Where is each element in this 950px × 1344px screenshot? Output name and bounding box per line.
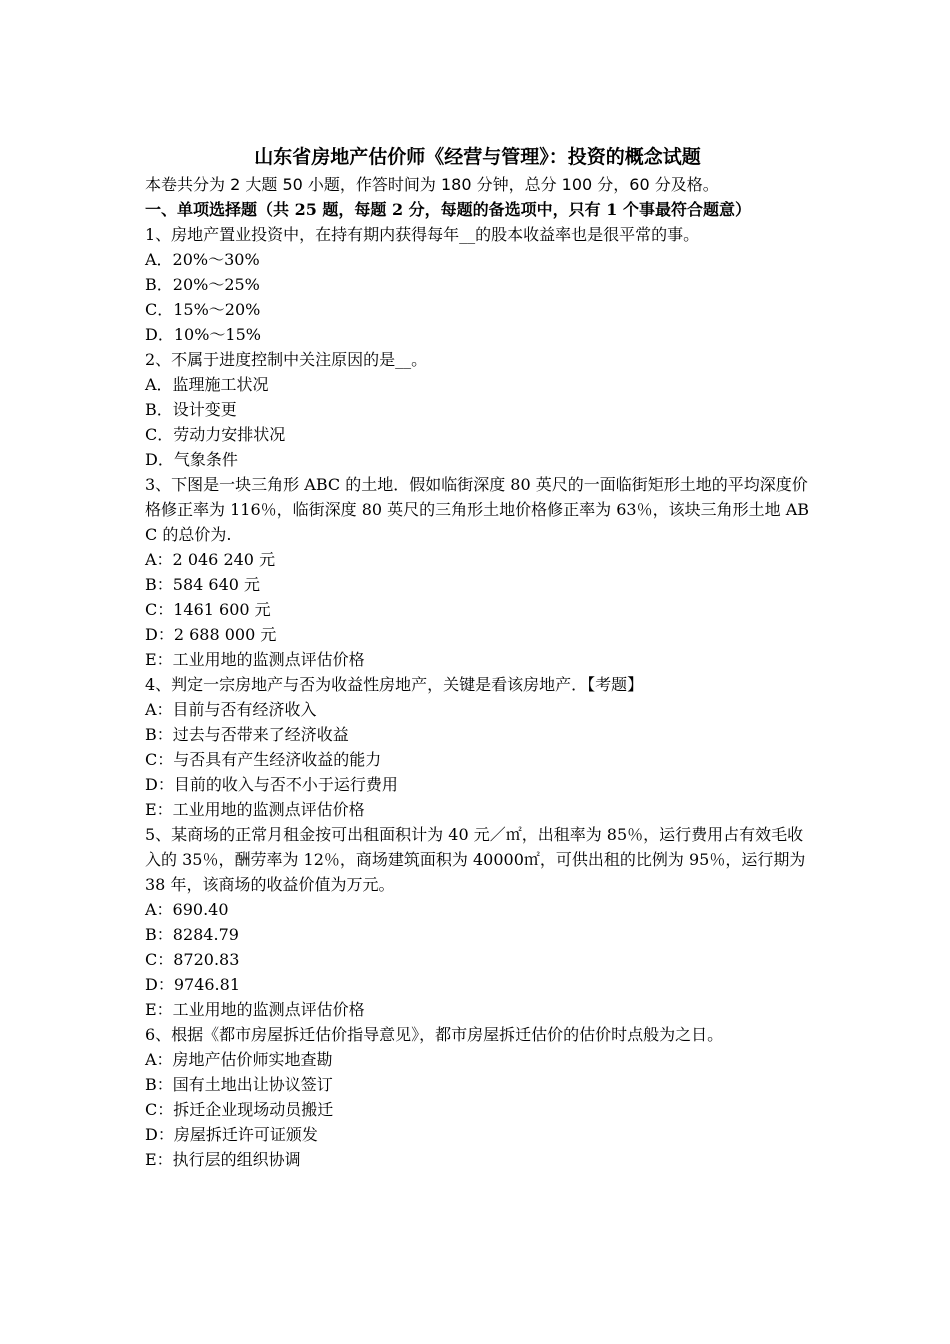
option-c: C：拆迁企业现场动员搬迁	[145, 1100, 334, 1119]
question-stem: 3、下图是一块三角形 ABC 的土地．假如临街深度 80 英尺的一面临街矩形土地的平均深度价格修正率为 116％，临街深度 80 英尺的三角形土地价格修正率为 63％，该块三角形土地 ABC 的总价为.	[145, 475, 810, 544]
option-a: A：目前与否有经济收入	[145, 700, 317, 719]
option-c: C：8720.83	[145, 950, 240, 969]
option-e: E：执行层的组织协调	[145, 1150, 301, 1169]
question-stem: 1、房地产置业投资中，在持有期内获得每年__的股本收益率也是很平常的事。	[145, 225, 700, 244]
option-c: C．15%～20%	[145, 300, 261, 319]
option-e: E：工业用地的监测点评估价格	[145, 1000, 365, 1019]
document-body	[145, 142, 810, 1172]
option-a: A．监理施工状况	[145, 375, 269, 394]
question-4	[145, 672, 810, 822]
option-a: A：房地产估价师实地查勘	[145, 1050, 333, 1069]
document-title: 山东省房地产估价师《经营与管理》：投资的概念试题	[254, 146, 701, 168]
question-stem: 4、判定一宗房地产与否为收益性房地产，关键是看该房地产．【考题】	[145, 675, 644, 694]
option-d: D：9746.81	[145, 975, 240, 994]
question-2	[145, 347, 810, 472]
question-stem: 6、根据《都市房屋拆迁估价指导意见》，都市房屋拆迁估价的估价时点般为之日。	[145, 1025, 724, 1044]
option-c: C：1461 600 元	[145, 600, 271, 619]
question-3	[145, 472, 810, 672]
question-6	[145, 1022, 810, 1172]
question-1	[145, 222, 810, 347]
option-e: E：工业用地的监测点评估价格	[145, 800, 365, 819]
option-c: C：与否具有产生经济收益的能力	[145, 750, 382, 769]
option-a: A：690.40	[145, 900, 229, 919]
question-5	[145, 822, 810, 1022]
question-stem: 5、某商场的正常月租金按可出租面积计为 40 元／㎡，出租率为 85％，运行费用占有效毛收入的 35％，酬劳率为 12％，商场建筑面积为 40000㎡，可供出租的比例为 95％，运行期为 38 年，该商场的收益价值为万元。	[145, 825, 806, 894]
option-b: B．设计变更	[145, 400, 237, 419]
option-d: D．气象条件	[145, 450, 238, 469]
option-b: B：8284.79	[145, 925, 239, 944]
option-d: D．10%～15%	[145, 325, 261, 344]
option-b: B：过去与否带来了经济收益	[145, 725, 349, 744]
option-d: D：2 688 000 元	[145, 625, 277, 644]
exam-intro: 本卷共分为 2 大题 50 小题，作答时间为 180 分钟，总分 100 分，60 分及格。	[145, 175, 719, 194]
section-heading: 一、单项选择题（共 25 题，每题 2 分，每题的备选项中，只有 1 个事最符合题意）	[145, 200, 751, 219]
option-a: A：2 046 240 元	[145, 550, 276, 569]
option-b: B：国有土地出让协议签订	[145, 1075, 333, 1094]
option-b: B．20%～25%	[145, 275, 260, 294]
option-d: D：目前的收入与否不小于运行费用	[145, 775, 398, 794]
question-stem: 2、不属于进度控制中关注原因的是__。	[145, 350, 428, 369]
option-c: C．劳动力安排状况	[145, 425, 286, 444]
option-e: E：工业用地的监测点评估价格	[145, 650, 365, 669]
option-a: A．20%～30%	[145, 250, 260, 269]
option-b: B：584 640 元	[145, 575, 261, 594]
option-d: D：房屋拆迁许可证颁发	[145, 1125, 318, 1144]
